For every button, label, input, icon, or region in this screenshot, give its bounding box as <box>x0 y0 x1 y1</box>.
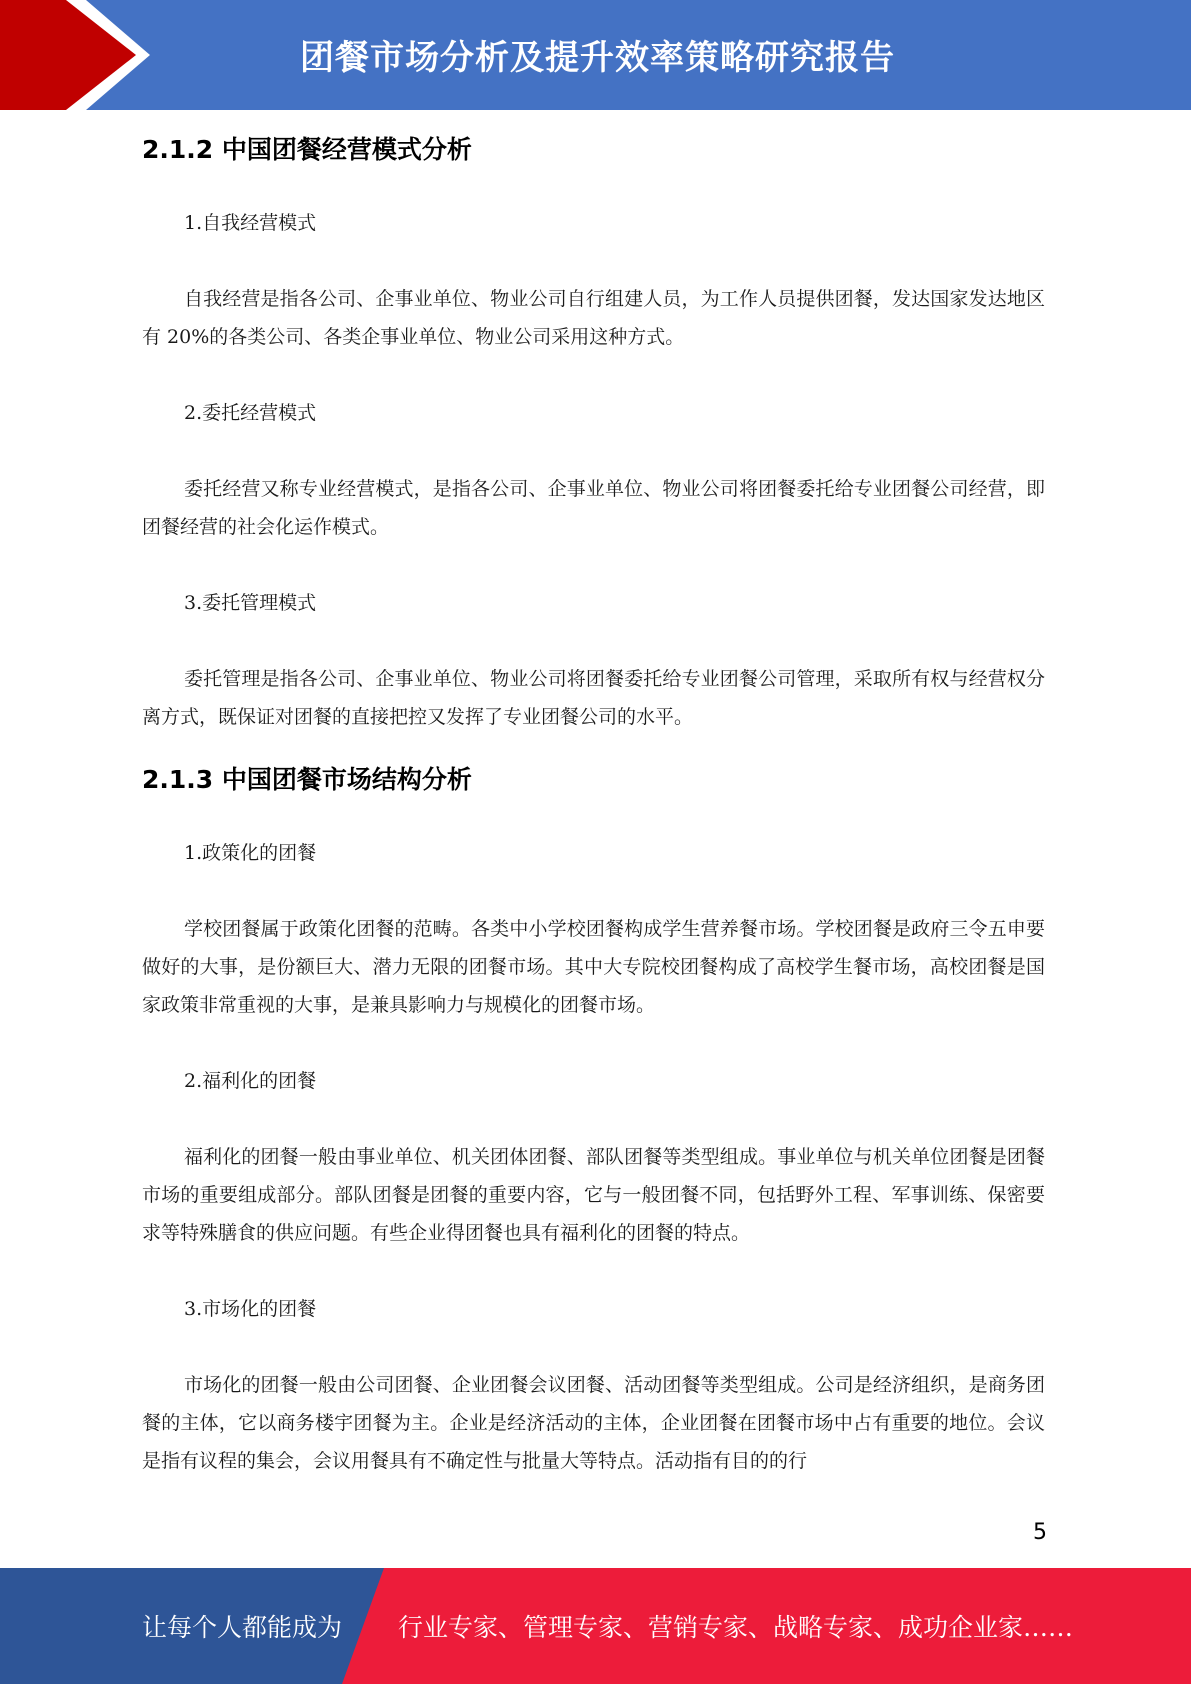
subheading: 2.福利化的团餐 <box>184 1070 317 1092</box>
page-body <box>142 128 1045 1480</box>
footer-slogan-right: 行业专家、管理专家、营销专家、战略专家、成功企业家…… <box>398 1613 1074 1642</box>
subheading: 1.自我经营模式 <box>184 212 317 234</box>
paragraph: 市场化的团餐一般由公司团餐、企业团餐会议团餐、活动团餐等类型组成。公司是经济组织，是商务团餐的主体，它以商务楼宇团餐为主。企业是经济活动的主体，企业团餐在团餐市场中占有重要的地位。会议是指有议程的集会，会议用餐具有不确定性与批量大等特点。活动指有目的的行 <box>142 1374 1045 1472</box>
paragraph: 福利化的团餐一般由事业单位、机关团体团餐、部队团餐等类型组成。事业单位与机关单位团餐是团餐市场的重要组成部分。部队团餐是团餐的重要内容，它与一般团餐不同，包括野外工程、军事训练、保密要求等特殊膳食的供应问题。有些企业得团餐也具有福利化的团餐的特点。 <box>142 1146 1045 1244</box>
section-heading-2-1-3: 2.1.3 中国团餐市场结构分析 <box>142 765 472 794</box>
paragraph: 委托管理是指各公司、企事业单位、物业公司将团餐委托给专业团餐公司管理，采取所有权与经营权分离方式，既保证对团餐的直接把控又发挥了专业团餐公司的水平。 <box>142 668 1045 728</box>
report-title: 团餐市场分析及提升效率策略研究报告 <box>300 38 895 78</box>
paragraph: 委托经营又称专业经营模式，是指各公司、企事业单位、物业公司将团餐委托给专业团餐公司经营，即团餐经营的社会化运作模式。 <box>142 478 1045 538</box>
header-band <box>0 0 1191 110</box>
section-heading-2-1-2: 2.1.2 中国团餐经营模式分析 <box>142 135 472 164</box>
subheading: 3.委托管理模式 <box>184 592 317 614</box>
footer-band <box>0 1568 1191 1684</box>
subheading: 2.委托经营模式 <box>184 402 317 424</box>
page-number: 5 <box>1033 1520 1047 1545</box>
subheading: 1.政策化的团餐 <box>184 842 317 864</box>
footer-slogan-left: 让每个人都能成为 <box>142 1613 343 1642</box>
paragraph: 学校团餐属于政策化团餐的范畴。各类中小学校团餐构成学生营养餐市场。学校团餐是政府三令五申要做好的大事，是份额巨大、潜力无限的团餐市场。其中大专院校团餐构成了高校学生餐市场，高校团餐是国家政策非常重视的大事，是兼具影响力与规模化的团餐市场。 <box>142 918 1045 1016</box>
subheading: 3.市场化的团餐 <box>184 1298 317 1320</box>
header-arrow-icon <box>0 0 136 110</box>
paragraph: 自我经营是指各公司、企事业单位、物业公司自行组建人员，为工作人员提供团餐，发达国家发达地区有 20%的各类公司、各类企事业单位、物业公司采用这种方式。 <box>142 288 1045 348</box>
